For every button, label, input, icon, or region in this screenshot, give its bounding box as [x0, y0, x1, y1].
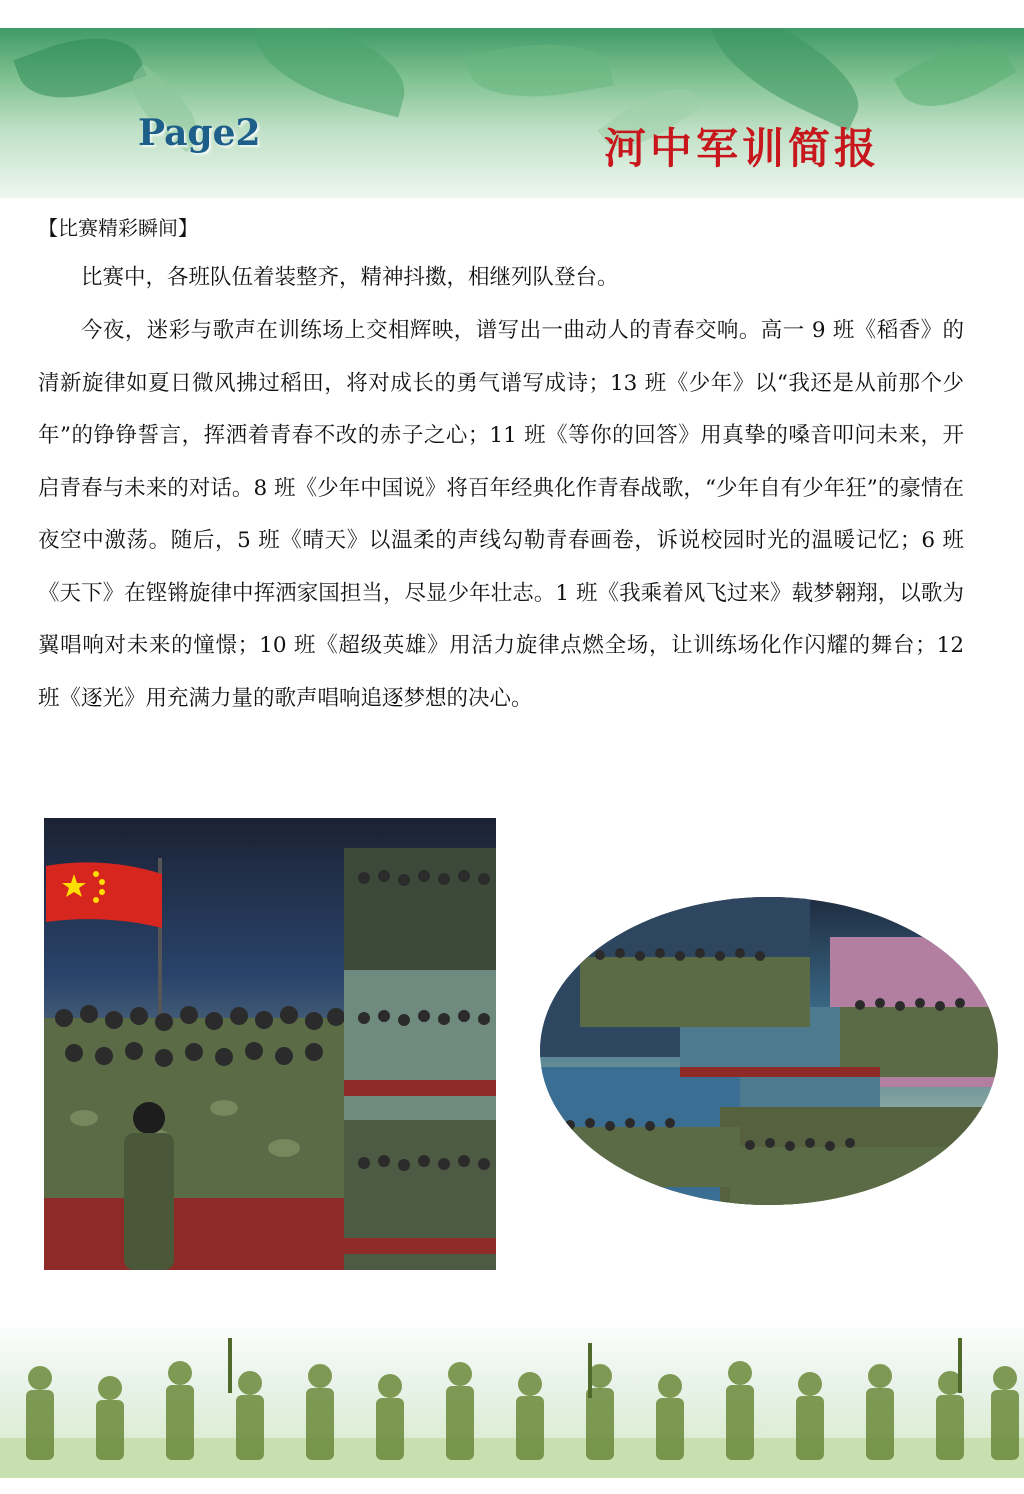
page-label: Page2: [138, 112, 261, 154]
china-flag-icon: [46, 862, 162, 928]
leaf-decoration: [466, 31, 613, 109]
leaf-decoration: [244, 28, 417, 118]
leaf-decoration: [13, 28, 146, 117]
collage-graphic: [44, 818, 496, 1270]
oval-photo-collage: [540, 897, 998, 1205]
paragraph-intro: 比赛中，各班队伍着装整齐，精神抖擞，相继列队登台。: [81, 265, 619, 290]
paragraph-body: 今夜，迷彩与歌声在训练场上交相辉映，谱写出一曲动人的青春交响。高一 9 班《稻香》的清新旋律如夏日微风拂过稻田，将对成长的勇气谱写成诗；13 班《少年》以“我还是从前那个少年”的铮铮誓言，挥洒着青春不改的赤子之心；11 班《等你的回答》用真挚的嗓音叩问未来，开启青春与未来的对话。8 班《少年中国说》将百年经典化作青春战歌，“少年自有少年狂”的豪情在夜空中激荡。随后，5 班《晴天》以温柔的声线勾勒青春画卷，诉说校园时光的温暖记忆；6 班《天下》在铿锵旋律中挥洒家国担当，尽显少年壮志。1 班《我乘着风飞过来》载梦翱翔，以歌为翼唱响对未来的憧憬；10 班《超级英雄》用活力旋律点燃全场，让训练场化作闪耀的舞台；12 班《逐光》用充满力量的歌声唱响追逐梦想的决心。: [38, 318, 964, 711]
oval-collage-graphic: [540, 897, 998, 1205]
performance-photo-collage: [44, 818, 496, 1270]
soldier-silhouettes: [0, 1318, 1024, 1478]
newsletter-title: 河中军训简报: [604, 124, 881, 173]
section-heading: 【比赛精彩瞬间】: [38, 216, 198, 240]
leaf-decoration: [894, 28, 1017, 127]
footer-soldier-banner: [0, 1318, 1024, 1478]
